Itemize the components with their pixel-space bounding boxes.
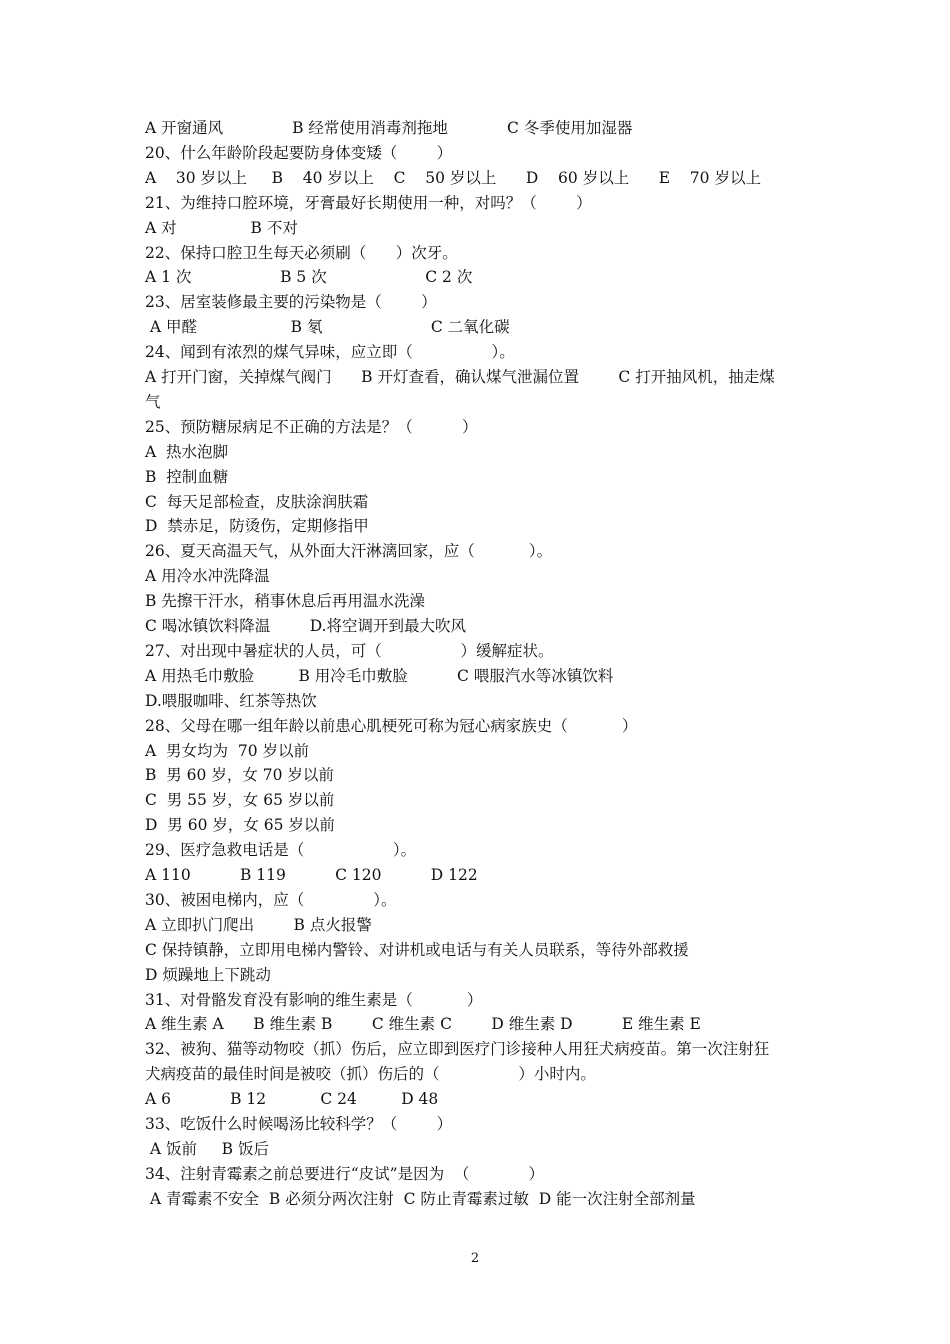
text-line: 气 — [145, 392, 161, 411]
text-line: A 立即扒门爬出 B 点火报警 — [145, 915, 372, 934]
text-line: A 打开门窗，关掉煤气阀门 B 开灯查看，确认煤气泄漏位置 C 打开抽风机，抽走煤 — [145, 368, 775, 386]
text-line: 28、父母在哪一组年龄以前患心肌梗死可称为冠心病家族史（ ） — [145, 716, 638, 735]
text-line: A 30 岁以上 B 40 岁以上 C 50 岁以上 D 60 岁以上 E 70 岁以上 — [145, 168, 761, 187]
text-line: C 保持镇静，立即用电梯内警铃、对讲机或电话与有关人员联系，等待外部救援 — [145, 940, 689, 959]
text-line: 25、预防糖尿病足不正确的方法是？（ ） — [145, 417, 478, 436]
text-line: 29、医疗急救电话是（ ）。 — [145, 841, 417, 860]
text-line: D 烦躁地上下跳动 — [145, 965, 271, 984]
text-line: 31、对骨骼发育没有影响的维生素是（ ） — [145, 990, 483, 1009]
text-line: A 6 B 12 C 24 D 48 — [145, 1090, 439, 1109]
text-line: 27、对出现中暑症状的人员，可（ ）缓解症状。 — [145, 641, 554, 660]
text-line: 23、居室装修最主要的污染物是（ ） — [145, 293, 437, 312]
text-line: 33、吃饭什么时候喝汤比较科学？（ ） — [145, 1115, 453, 1133]
text-line: A 男女均为 70 岁以前 — [145, 741, 310, 760]
text-line: 30、被困电梯内，应（ ）。 — [145, 890, 397, 909]
text-line: B 控制血糖 — [145, 467, 229, 486]
text-line: D.喂服咖啡、红茶等热饮 — [145, 691, 317, 710]
text-line: A 青霉素不安全 B 必须分两次注射 C 防止青霉素过敏 D 能一次注射全部剂量 — [145, 1189, 696, 1208]
text-line: C 喝冰镇饮料降温 D.将空调开到最大吹风 — [145, 617, 467, 635]
text-line: B 男 60 岁，女 70 岁以前 — [145, 766, 334, 785]
page-number: 2 — [470, 1251, 480, 1266]
text-line: 26、夏天高温天气，从外面大汗淋漓回家，应（ ）。 — [145, 542, 553, 561]
text-line: C 每天足部检查，皮肤涂润肤霜 — [145, 492, 369, 511]
text-line: A 用热毛巾敷脸 B 用冷毛巾敷脸 C 喂服汽水等冰镇饮料 — [145, 666, 614, 685]
text-line: 32、被狗、猫等动物咬（抓）伤后，应立即到医疗门诊接种人用狂犬病疫苗。第一次注射狂 — [145, 1040, 770, 1059]
text-line: A 用冷水冲洗降温 — [145, 567, 270, 586]
text-line: 20、什么年龄阶段起要防身体变矮（ ） — [145, 143, 453, 162]
text-line: A 1 次 B 5 次 C 2 次 — [145, 268, 473, 287]
text-line: A 饭前 B 饭后 — [145, 1139, 270, 1158]
text-line: A 110 B 119 C 120 D 122 — [145, 866, 478, 884]
text-line: C 男 55 岁，女 65 岁以前 — [145, 791, 335, 810]
text-line: 21、为维持口腔环境，牙膏最好长期使用一种，对吗？（ ） — [145, 193, 592, 212]
text-line: D 禁赤足，防烫伤，定期修指甲 — [145, 517, 369, 536]
text-line: A 对 B 不对 — [145, 218, 298, 237]
text-line: A 甲醛 B 氡 C 二氧化碳 — [145, 318, 510, 337]
text-line: B 先擦干汗水，稍事休息后再用温水洗澡 — [145, 592, 425, 611]
text-line: A 热水泡脚 — [145, 442, 229, 461]
text-line: 22、保持口腔卫生每天必须刷（ ）次牙。 — [145, 243, 458, 262]
text-line: 犬病疫苗的最佳时间是被咬（抓）伤后的（ ）小时内。 — [145, 1065, 596, 1084]
text-line: A 开窗通风 B 经常使用消毒剂拖地 C 冬季使用加湿器 — [145, 119, 633, 137]
text-line: 34、注射青霉素之前总要进行“皮试”是因为 （ ） — [145, 1164, 545, 1183]
text-line: A 维生素 A B 维生素 B C 维生素 C D 维生素 D E 维生素 E — [145, 1015, 701, 1034]
text-line: D 男 60 岁，女 65 岁以前 — [145, 816, 335, 835]
text-line: 24、闻到有浓烈的煤气异味，应立即（ ）。 — [145, 343, 515, 362]
